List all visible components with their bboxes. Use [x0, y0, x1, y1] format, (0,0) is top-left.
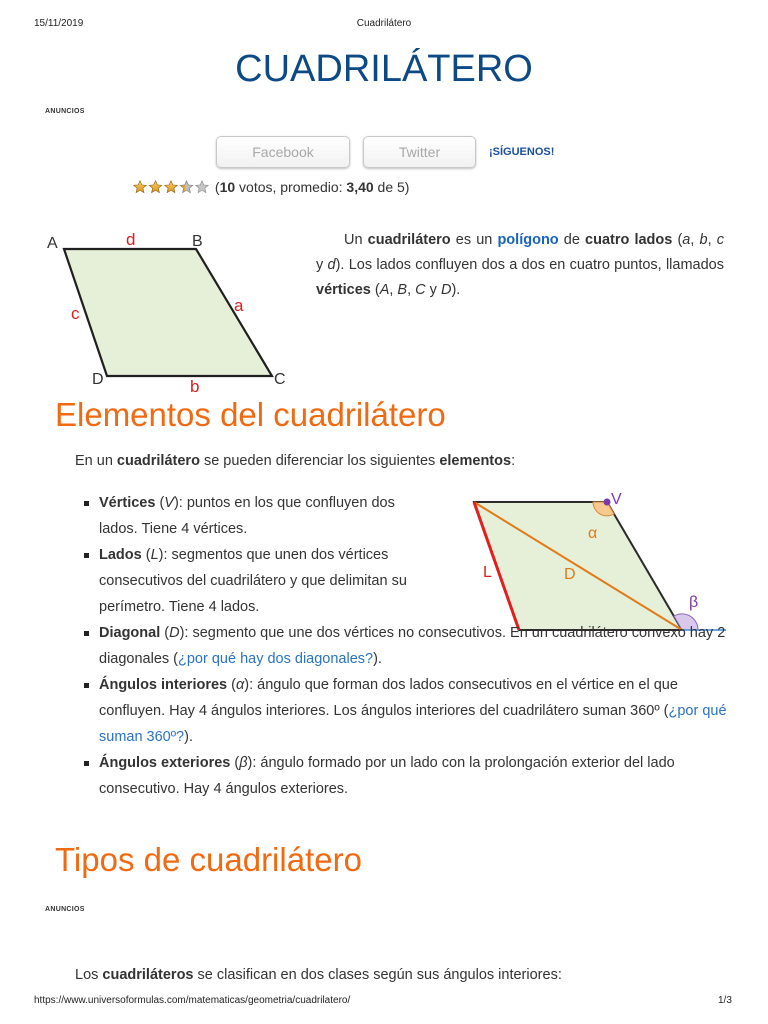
list-item: Diagonal (D): segmento que une dos vértices no consecutivos. En un cuadrilátero convexo hay 2 diagonales (¿por qué hay dos diagonales?). [75, 620, 729, 672]
heading-types: Tipos de cuadrilátero [55, 841, 362, 878]
label-l: L [483, 564, 492, 581]
side-label-a: a [234, 296, 244, 315]
elements-list [75, 490, 727, 802]
elements-intro: En un cuadrilátero se pueden diferenciar los siguientes elementos: [75, 453, 516, 469]
quadrilateral-figure [40, 225, 300, 400]
vertex-label-b: B [192, 233, 203, 250]
footer-url: https://www.universoformulas.com/matematicas/geometria/cuadrilatero/ [34, 995, 351, 1006]
heading-elements: Elementos del cuadrilátero [55, 396, 446, 433]
page-title: CUADRILÁTERO [235, 48, 533, 90]
sum-360-link[interactable]: ¿por qué suman 360º? [99, 703, 727, 745]
list-item: Vértices (V): puntos en los que confluyen dos lados. Tiene 4 vértices. [75, 490, 435, 542]
diagonals-link[interactable]: ¿por qué hay dos diagonales? [178, 651, 374, 667]
ads-label-bottom: ANUNCIOS [45, 906, 85, 913]
intro-paragraph: Un cuadrilátero es un polígono de cuatro lados (a, b, c y d). Los lados confluyen dos a dos en cuatro puntos, llamados vértices (A, B, C y D). [316, 232, 725, 298]
label-v: V [611, 491, 622, 508]
list-item: Ángulos interiores (α): ángulo que forman dos lados consecutivos en el vértice en el que confluyen. Hay 4 ángulos interiores. Los ángulos interiores del cuadrilátero suman 360º (¿por qué suman 360º?). [75, 672, 727, 750]
ads-label-top: ANUNCIOS [45, 108, 85, 115]
rating-stars-icon[interactable] [133, 180, 211, 194]
polygon-link[interactable]: polígono [497, 232, 559, 248]
vertex-label-a: A [47, 235, 58, 252]
facebook-button[interactable]: Facebook [216, 136, 350, 168]
rating-line: (10 votos, promedio: 3,40 de 5) [133, 179, 409, 195]
twitter-button[interactable]: Twitter [363, 136, 476, 168]
label-alpha: α [588, 525, 598, 542]
vertex-label-c: C [274, 371, 286, 388]
vertex-label-d: D [92, 371, 104, 388]
list-item: Lados (L): segmentos que unen dos vértices consecutivos del cuadrilátero y que delimitan su perímetro. Tiene 4 lados. [75, 542, 445, 620]
rating-votes: 10 [219, 179, 236, 195]
print-date: 15/11/2019 [34, 18, 84, 29]
page-number: 1/3 [718, 995, 732, 1006]
label-beta: β [689, 594, 699, 611]
follow-us-link[interactable]: ¡SÍGUENOS! [489, 146, 555, 158]
side-label-b: b [190, 377, 200, 396]
label-d: D [564, 566, 576, 583]
print-title: Cuadrilátero [356, 18, 412, 29]
rating-average: 3,40 [346, 179, 374, 195]
types-intro: Los cuadriláteros se clasifican en dos clases según sus ángulos interiores: [75, 967, 562, 983]
side-label-c: c [71, 304, 80, 323]
side-label-d: d [126, 230, 136, 249]
list-item: Ángulos exteriores (β): ángulo formado por un lado con la prolongación exterior del lado consecutivo. Hay 4 ángulos exteriores. [75, 750, 727, 802]
